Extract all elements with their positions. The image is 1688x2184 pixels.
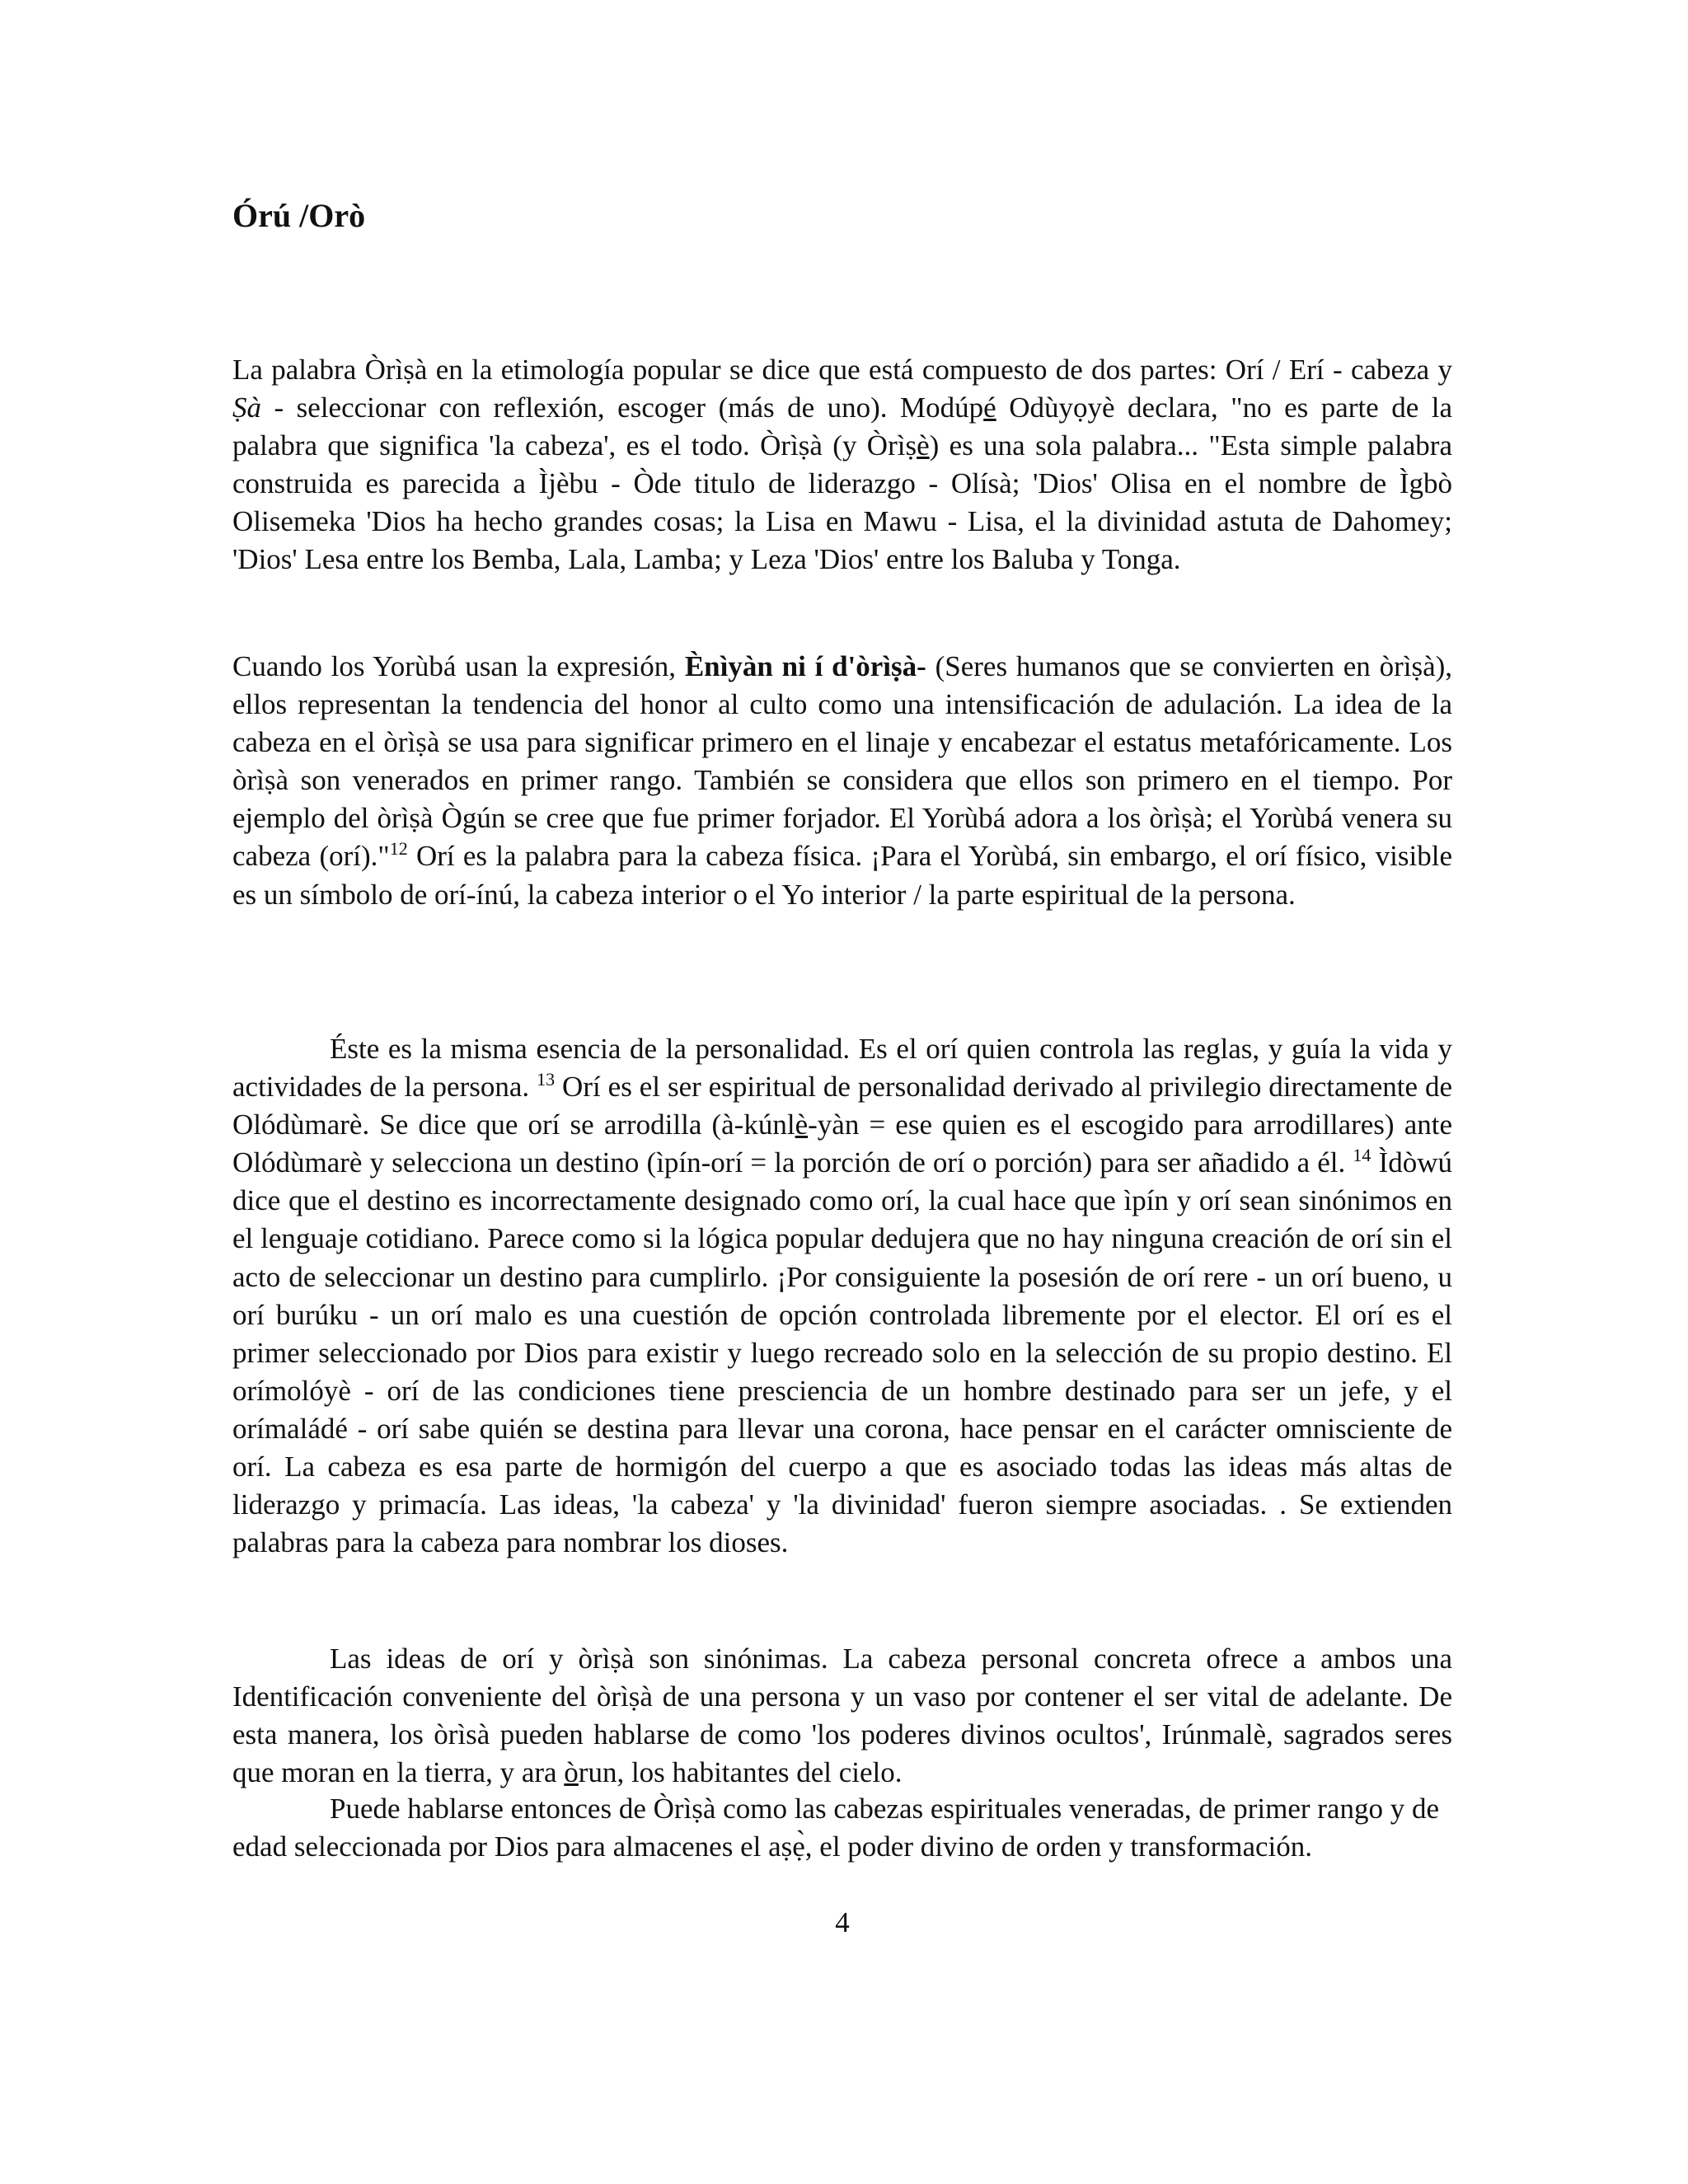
p2-text-1: Cuando los Yorùbá usan la expresión, (232, 650, 685, 682)
footnote-ref-14: 14 (1353, 1145, 1372, 1166)
section-title: Órú /Orò (232, 197, 366, 234)
paragraph-2 (232, 648, 1452, 914)
p4-underlined: ò (564, 1756, 579, 1789)
p3-text-1: Éste es la misma esencia de la personalidad. Es el orí quien controla las reglas, y guía la vida y actividades de la persona. (232, 1033, 1452, 1104)
p1-text-4: ) es una sola palabra... "Esta simple palabra construida es parecida a Ìjèbu - Òde titulo de liderazgo - Olísà; 'Dios' Olisa en el nombre de Ìgbò Olisemeka 'Dios ha hecho grandes cosas; la Lisa en Mawu - Lisa, el la divinidad astuta de Dahomey; 'Dios' Lesa entre los Bemba, Lala, Lamba; y Leza 'Dios' entre los Baluba y Tonga. (232, 429, 1452, 576)
p3-text-2: Orí es el ser espiritual de personalidad derivado al privilegio directamente de Olódùmarè. Se dice que orí se arrodilla (à-kúnl (232, 1071, 1452, 1141)
page-number: 4 (835, 1906, 850, 1938)
p1-italic-sa: Ṣà (232, 391, 261, 424)
document-page (232, 0, 1452, 2184)
p4-text-1: Las ideas de orí y òrìṣà son sinónimas. La cabeza personal concreta ofrece a ambos una Identificación conveniente del òrìṣà de una persona y un vaso por contener el ser vital de adelante. De esta manera, los òrìsà pueden hablarse de como 'los poderes divinos ocultos', Irúnmalè, sagrados seres que moran en la tierra, y ara (232, 1643, 1452, 1789)
footnote-ref-12: 12 (389, 838, 408, 860)
p3-text-3: -yàn = ese quien es el escogido para arrodillares) ante Olódùmarè y selecciona un destino (ìpín-orí = la porción de orí o porción) para ser añadido a él. (232, 1108, 1453, 1179)
p3-underlined: è (795, 1108, 809, 1141)
p1-text-3: Odùyọyè declara, "no es parte de la palabra que significa 'la cabeza', es el todo. Òrìṣà (y Òrìṣ (232, 391, 1453, 462)
p1-text-1: La palabra Òrìṣà en la etimología popular se dice que está compuesto de dos partes: Orí / Erí - cabeza y (232, 354, 1452, 386)
p1-underlined-1: é (983, 391, 996, 424)
p4-text-2: run, los habitantes del cielo. (578, 1756, 903, 1789)
paragraph-1 (232, 351, 1452, 579)
p2-bold-expression: Ènìyàn ni í d'òrìṣà- (684, 650, 926, 682)
p5-text-1: Puede hablarse entonces de Òrìṣà como las cabezas espirituales veneradas, de primer rango y de edad seleccionada por Dios para almacenes el aṣẹ̀, el poder divino de orden y transformación. (232, 1793, 1439, 1863)
footnote-ref-13: 13 (537, 1069, 556, 1090)
p1-underlined-2: è (917, 429, 930, 462)
p2-text-3: Orí es la palabra para la cabeza física. ¡Para el Yorùbá, sin embargo, el orí físico, visible es un símbolo de orí-ínú, la cabeza interior o el Yo interior / la parte espiritual de la persona. (232, 840, 1453, 911)
paragraph-3 (232, 1030, 1452, 1562)
paragraph-4 (232, 1640, 1452, 1792)
p2-text-2: (Seres humanos que se convierten en òrìṣà), ellos representan la tendencia del honor al culto como una intensificación de adulación. La idea de la cabeza en el òrìṣà se usa para significar primero en el linaje y encabezar el estatus metafóricamente. Los òrìṣà son venerados en primer rango. También se considera que ellos son primero en el tiempo. Por ejemplo del òrìṣà Ògún se cree que fue primer forjador. El Yorùbá adora a los òrìṣà; el Yorùbá venera su cabeza (orí)." (232, 650, 1453, 873)
paragraph-5 (232, 1790, 1452, 1866)
p1-text-2: - seleccionar con reflexión, escoger (más de uno). Modúp (261, 391, 984, 424)
p3-text-4: Ìdòwú dice que el destino es incorrectamente designado como orí, la cual hace que ìpín y orí sean sinónimos en el lenguaje cotidiano. Parece como si la lógica popular dedujera que no hay ninguna creación de orí sin el acto de seleccionar un destino para cumplirlo. ¡Por consiguiente la posesión de orí rere - un orí bueno, u orí burúku - un orí malo es una cuestión de opción controlada libremente por el elector. El orí es el primer seleccionado por Dios para existir y luego recreado solo en la selección de su propio destino. El orímolóyè - orí de las condiciones tiene presciencia de un hombre destinado para ser un jefe, y el orímaládé - orí sabe quién se destina para llevar una corona, hace pensar en el carácter omnisciente de orí. La cabeza es esa parte de hormigón del cuerpo a que es asociado todas las ideas más altas de liderazgo y primacía. Las ideas, 'la cabeza' y 'la divinidad' fueron siempre asociadas. . Se extienden palabras para la cabeza para nombrar los dioses. (232, 1146, 1453, 1559)
